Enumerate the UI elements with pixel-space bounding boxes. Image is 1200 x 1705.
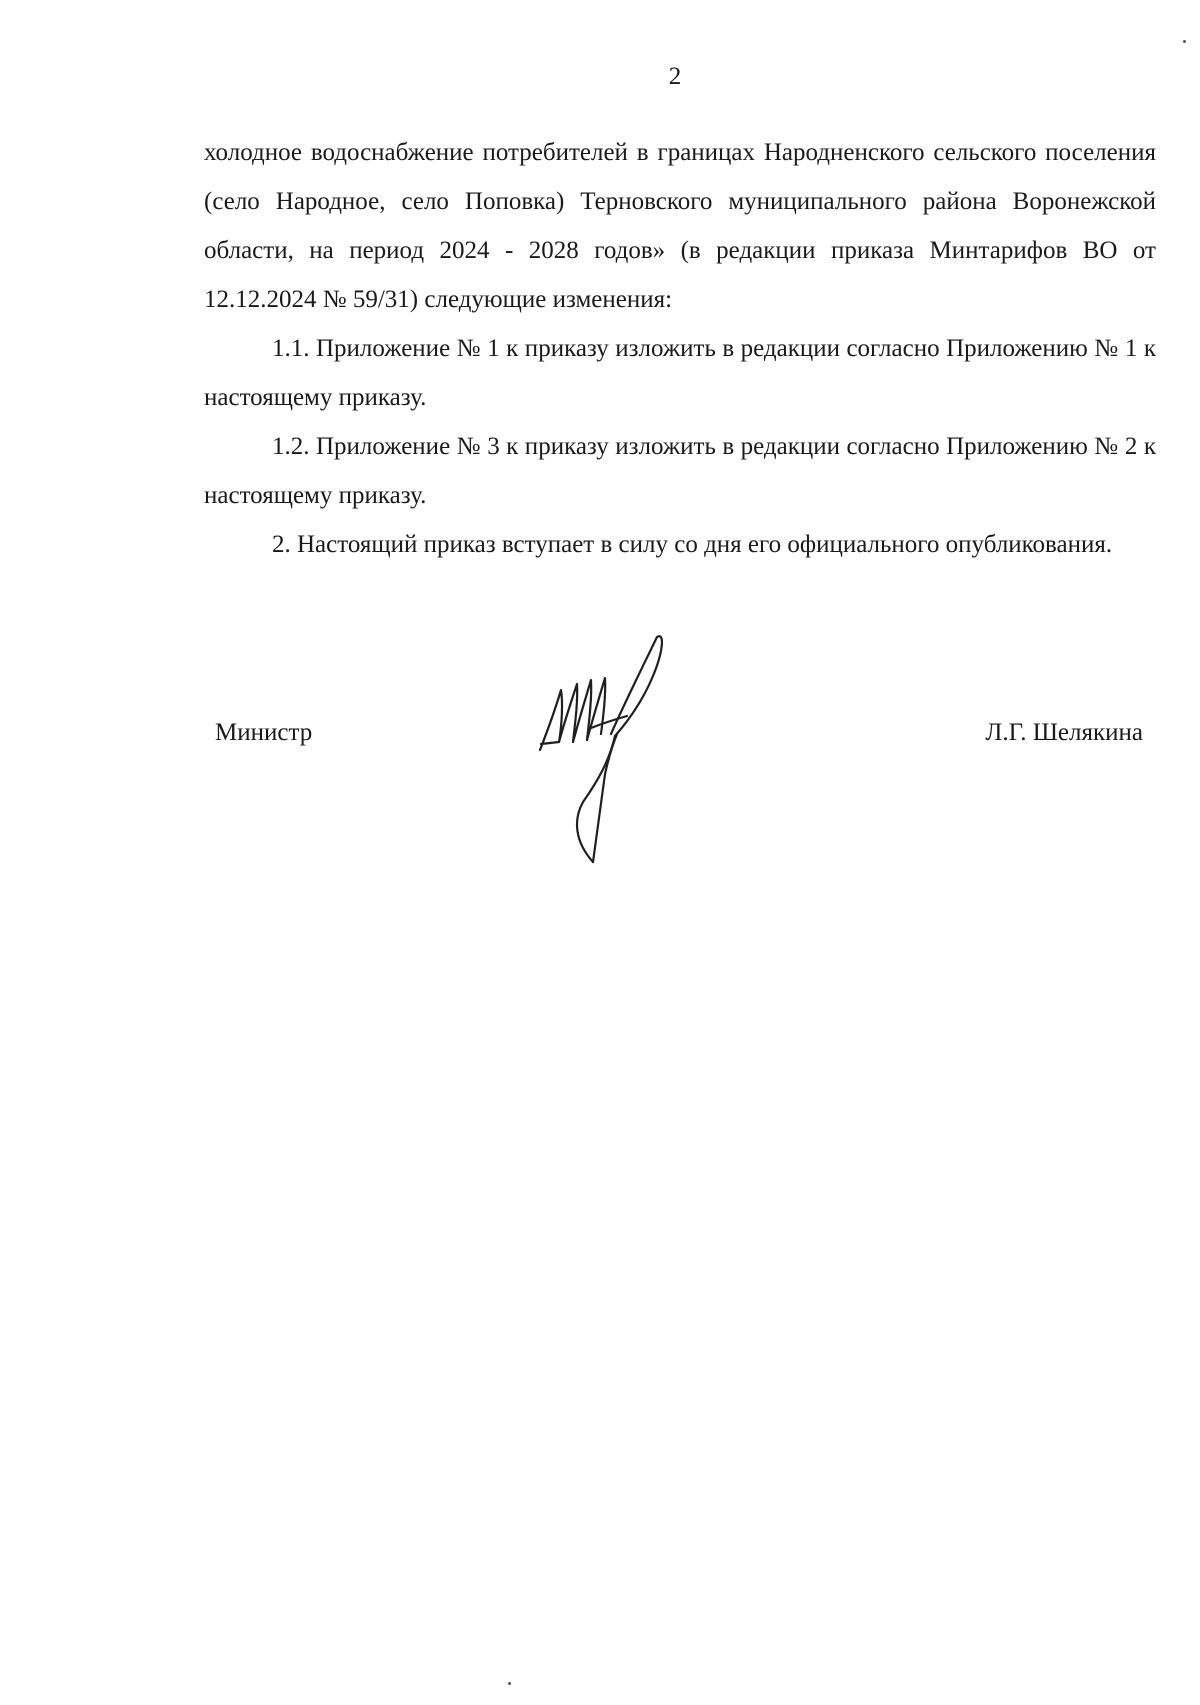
paragraph-item-1-2: 1.2. Приложение № 3 к приказу изложить в редакции согласно Приложению № 2 к настоящему приказу. [204, 433, 1156, 509]
scan-speck [508, 1682, 511, 1685]
paragraph-continuation: холодное водоснабжение потребителей в границах Народненского сельского поселения (село Народное, село Поповка) Терновского муниципального района Воронежской области, на период 2024 - 2028 годов» (в редакции приказа Минтарифов ВО от 12.12.2024 № 59/31) следующие изменения: [204, 139, 1156, 313]
signatory-name: Л.Г. Шелякина [985, 719, 1143, 746]
paragraph-item-1-1: 1.1. Приложение № 1 к приказу изложить в редакции согласно Приложению № 1 к настоящему приказу. [204, 335, 1156, 411]
handwritten-signature [535, 632, 675, 867]
page-number: 2 [668, 63, 682, 90]
paragraph-item-2: 2. Настоящий приказ вступает в силу со дня его официального опубликования. [272, 531, 1113, 558]
signatory-position: Министр [215, 719, 313, 746]
scan-speck [1183, 40, 1186, 43]
document-body [204, 128, 1156, 569]
